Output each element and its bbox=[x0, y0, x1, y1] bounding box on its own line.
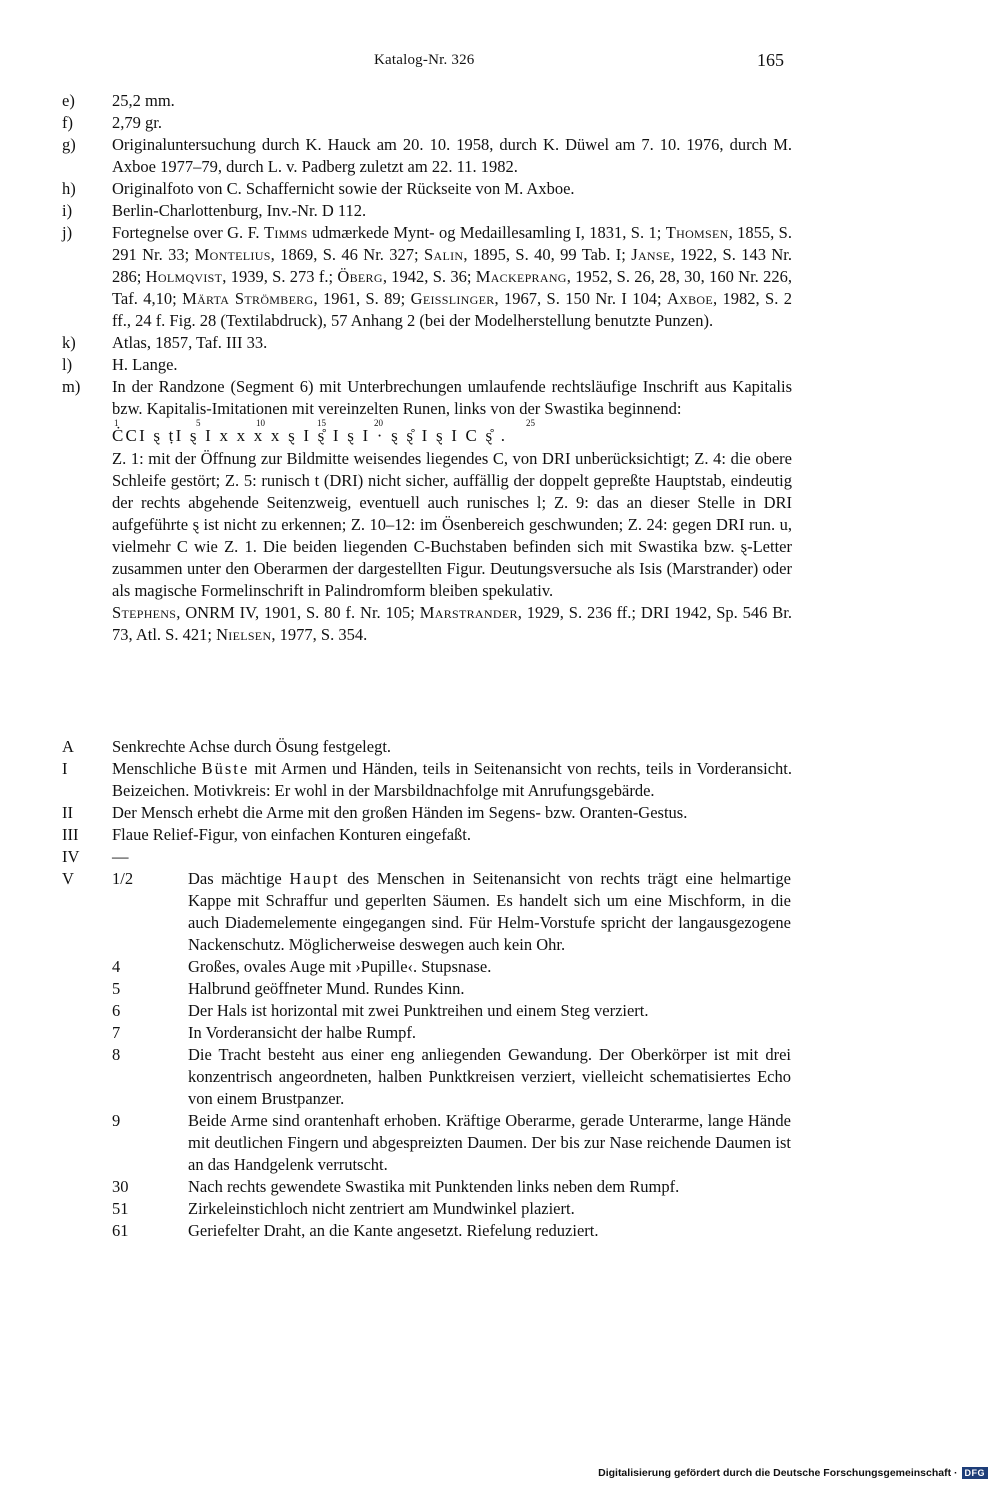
entry-e bbox=[0, 90, 1000, 112]
entry-key: g) bbox=[62, 135, 76, 154]
inscription-number: 1 bbox=[114, 418, 119, 428]
detail-text: Die Tracht besteht aus einer eng anliegenden Gewandung. Der Oberkörper ist mit drei konzentrisch angeordneten, halben Punktkreisen verziert, vielleicht schematisiertes Echo von einem Brustpanzer. bbox=[188, 1045, 791, 1108]
description-section bbox=[0, 736, 1000, 1242]
section-row-iii bbox=[0, 824, 1000, 846]
author-name: Janse bbox=[631, 245, 671, 264]
inscription-number: 25 bbox=[526, 418, 535, 428]
detail-text bbox=[188, 868, 791, 956]
roman-numeral: V bbox=[62, 869, 74, 888]
detail-number: 6 bbox=[112, 1001, 121, 1020]
section-row-iv bbox=[0, 846, 1000, 868]
detail-row bbox=[0, 978, 1000, 1000]
section-text: Der Mensch erhebt die Arme mit den großen Händen im Segens- bzw. Oranten-Gestus. bbox=[112, 803, 688, 822]
inscription-line: ĊCI ȿ ṭI ȿ I x x x x ȿ I ȿ̊ I ȿ I · ȿ ȿ̊ I ȿ I C ȿ̊ . bbox=[112, 426, 508, 445]
entry-text: Originaluntersuchung durch K. Hauck am 20. 10. 1958, durch K. Düwel am 7. 10. 1976, durch M. Axboe 1977–79, durch L. v. Padberg zuletzt am 22. 11. 1982. bbox=[112, 135, 792, 176]
author-name: Märta Strömberg bbox=[182, 289, 314, 308]
detail-row bbox=[0, 1176, 1000, 1198]
inscription-number: 5 bbox=[196, 418, 201, 428]
detail-number: 8 bbox=[112, 1045, 121, 1064]
text-run: Das mächtige bbox=[188, 869, 290, 888]
section-text bbox=[112, 758, 792, 802]
detail-text: Halbrund geöffneter Mund. Rundes Kinn. bbox=[188, 979, 465, 998]
text-run: Menschliche bbox=[112, 759, 202, 778]
footer-text: Digitalisierung gefördert durch die Deutsche Forschungsgemeinschaft · bbox=[598, 1467, 958, 1479]
detail-row bbox=[0, 1000, 1000, 1022]
author-name: Geisslinger bbox=[410, 289, 495, 308]
entry-text: 25,2 mm. bbox=[112, 91, 175, 110]
detail-number: 30 bbox=[112, 1177, 129, 1196]
entry-l bbox=[0, 354, 1000, 376]
detail-text: Nach rechts gewendete Swastika mit Punktenden links neben dem Rumpf. bbox=[188, 1177, 680, 1196]
entry-key: i) bbox=[62, 201, 73, 220]
entry-key: j) bbox=[62, 223, 73, 242]
text-run: , 1961, S. 89; bbox=[313, 289, 411, 308]
detail-row bbox=[0, 1044, 1000, 1110]
entry-f bbox=[0, 112, 1000, 134]
detail-number: 7 bbox=[112, 1023, 121, 1042]
author-name: Axboe bbox=[666, 289, 714, 308]
roman-numeral: I bbox=[62, 759, 68, 778]
page-number: 165 bbox=[757, 50, 784, 70]
inscription-number: 10 bbox=[256, 418, 265, 428]
text-run: , 1929, S. 236 ff.; DRI 1942, Sp. 546 Br. 73, Atl. S. 421; bbox=[112, 603, 793, 644]
detail-text: In Vorderansicht der halbe Rumpf. bbox=[188, 1023, 417, 1042]
inscription-notes bbox=[0, 448, 1000, 646]
entry-h bbox=[0, 178, 1000, 200]
detail-number: 61 bbox=[112, 1221, 129, 1240]
detail-number: 5 bbox=[112, 979, 121, 998]
text-run: mit Armen und Händen, teils in Seitenansicht von rechts, teils in Vorderansicht. Beizeichen. Motivkreis: Er wohl in der Marsbildnachfolge mit Anrufungsgebärde. bbox=[112, 759, 792, 800]
entry-text: H. Lange. bbox=[112, 355, 178, 374]
notes-references bbox=[112, 602, 792, 646]
author-name: Timms bbox=[263, 223, 308, 242]
inscription-number: 20 bbox=[374, 418, 383, 428]
detail-text: Großes, ovales Auge mit ›Pupille‹. Stupsnase. bbox=[188, 957, 492, 976]
text-run: , 1952, S. 26, 28, 30, 160 Nr. 226, Taf. 4,10; bbox=[112, 267, 792, 308]
entry-i bbox=[0, 200, 1000, 222]
text-run: , 1982, S. 2 ff., 24 f. Fig. 28 (Textilabdruck), 57 Anhang 2 (bei der Modelherstellung benutzte Punzen). bbox=[112, 289, 792, 330]
entry-key: e) bbox=[62, 91, 75, 110]
entry-key: h) bbox=[62, 179, 76, 198]
text-run: , ONRM IV, 1901, S. 80 f. Nr. 105; bbox=[176, 603, 420, 622]
dfg-logo: DFG bbox=[962, 1467, 989, 1479]
detail-row bbox=[0, 956, 1000, 978]
entry-j bbox=[0, 222, 1000, 332]
inscription bbox=[112, 418, 1000, 448]
entry-m bbox=[0, 376, 1000, 420]
entry-text: Berlin-Charlottenburg, Inv.-Nr. D 112. bbox=[112, 201, 367, 220]
entry-key: k) bbox=[62, 333, 76, 352]
spaced-term: Haupt bbox=[289, 869, 340, 888]
text-run: , 1869, S. 46 Nr. 327; bbox=[270, 245, 425, 264]
author-name: Nielsen bbox=[216, 625, 272, 644]
catalog-entries bbox=[0, 90, 1000, 646]
page-header bbox=[0, 50, 1000, 74]
author-name: Öberg bbox=[337, 267, 383, 286]
entry-text: In der Randzone (Segment 6) mit Unterbrechungen umlaufende rechtsläufige Inschrift aus Kapitalis bzw. Kapitalis-Imitationen mit vereinzelten Runen, links von der Swastika beginnend: bbox=[112, 377, 792, 418]
detail-row bbox=[0, 1198, 1000, 1220]
section-text: Flaue Relief-Figur, von einfachen Konturen eingefaßt. bbox=[112, 825, 472, 844]
inscription-number: 15 bbox=[317, 418, 326, 428]
entry-text bbox=[112, 222, 792, 332]
detail-row bbox=[0, 1110, 1000, 1176]
footer-credit bbox=[598, 1465, 988, 1481]
author-name: Thomsen bbox=[665, 223, 729, 242]
notes-paragraph: Z. 1: mit der Öffnung zur Bildmitte weisendes liegendes C, von DRI unberücksichtigt; Z. 4: die obere Schleife gestört; Z. 5: runisch t (DRI) nicht sicher, auffällig der doppelt gepreßte Hauptstab, eindeutig der rechts abgehende Seitenzweig, eventuell auch runisches l; Z. 9: das an dieser Stelle in DRI aufgeführte ȿ ist nicht zu erkennen; Z. 10–12: im Ösenbereich geschwunden; Z. 24: gegen DRI run. u, vielmehr C wie Z. 1. Die beiden liegenden C-Buchstaben befinden sich mit Swastika bzw. ȿ-Letter zusammen unter den Oberarmen der dargestellten Figur. Deutungsversuche als Isis (Marstrander) oder als magische Formelinschrift in Palindromform bleiben spekulativ. bbox=[112, 449, 792, 600]
detail-number: 9 bbox=[112, 1111, 121, 1130]
section-row-a bbox=[0, 736, 1000, 758]
text-run: , 1977, S. 354. bbox=[271, 625, 368, 644]
author-name: Stephens bbox=[112, 603, 177, 622]
roman-numeral: IV bbox=[62, 847, 80, 866]
text-run: , 1967, S. 150 Nr. I 104; bbox=[494, 289, 667, 308]
text-run: , 1942, S. 36; bbox=[382, 267, 476, 286]
entry-key: f) bbox=[62, 113, 73, 132]
detail-number: 4 bbox=[112, 957, 121, 976]
detail-number: 1/2 bbox=[112, 869, 134, 888]
entry-text: Originalfoto von C. Schaffernicht sowie der Rückseite von M. Axboe. bbox=[112, 179, 575, 198]
text-run: Fortegnelse over G. F. bbox=[112, 223, 264, 242]
text-run: , 1939, S. 273 f.; bbox=[222, 267, 338, 286]
author-name: Marstrander bbox=[419, 603, 518, 622]
text-run: , 1895, S. 40, 99 Tab. I; bbox=[463, 245, 632, 264]
detail-text: Zirkeleinstichloch nicht zentriert am Mundwinkel plaziert. bbox=[188, 1199, 575, 1218]
detail-text: Der Hals ist horizontal mit zwei Punktreihen und einem Steg verziert. bbox=[188, 1001, 649, 1020]
entry-text: Atlas, 1857, Taf. III 33. bbox=[112, 333, 268, 352]
author-name: Mackeprang bbox=[475, 267, 567, 286]
author-name: Holmqvist bbox=[145, 267, 223, 286]
spaced-term: Büste bbox=[201, 759, 250, 778]
detail-row bbox=[0, 868, 1000, 956]
detail-text: Geriefelter Draht, an die Kante angesetzt. Riefelung reduziert. bbox=[188, 1221, 599, 1240]
author-name: Salin bbox=[424, 245, 464, 264]
section-text: — bbox=[112, 847, 129, 866]
roman-numeral: A bbox=[62, 737, 74, 756]
detail-row bbox=[0, 1220, 1000, 1242]
section-row-i bbox=[0, 758, 1000, 802]
entry-key: l) bbox=[62, 355, 73, 374]
detail-row bbox=[0, 1022, 1000, 1044]
entry-g bbox=[0, 134, 1000, 178]
author-name: Montelius bbox=[194, 245, 271, 264]
section-text: Senkrechte Achse durch Ösung festgelegt. bbox=[112, 737, 392, 756]
roman-numeral: III bbox=[62, 825, 79, 844]
entry-k bbox=[0, 332, 1000, 354]
detail-text: Beide Arme sind orantenhaft erhoben. Kräftige Oberarme, gerade Unterarme, lange Hände mit deutlichen Fingern und abgespreizten Daumen. Der bis zur Nase reichende Daumen ist an das Handgelenk verrutscht. bbox=[188, 1111, 791, 1174]
roman-numeral: II bbox=[62, 803, 73, 822]
entry-key: m) bbox=[62, 377, 81, 396]
text-run: , 1855, S. 291 Nr. 33; bbox=[112, 223, 792, 264]
detail-number: 51 bbox=[112, 1199, 129, 1218]
entry-text: 2,79 gr. bbox=[112, 113, 162, 132]
section-row-ii bbox=[0, 802, 1000, 824]
text-run: des Menschen in Seitenansicht von rechts trägt eine helmartige Kappe mit Schraffur und geperlten Säumen. Es handelt sich um eine Mischform, in die auch Diademelemente eingegangen sind. Für Helm-Vorstufe spricht der langausgezogene Nackenschutz. Möglicherweise deswegen auch kein Ohr. bbox=[188, 869, 791, 954]
text-run: , 1922, S. 143 Nr. 286; bbox=[112, 245, 792, 286]
catalog-number: Katalog-Nr. 326 bbox=[374, 52, 475, 68]
text-run: udmærkede Mynt- og Medaillesamling I, 1831, S. 1; bbox=[307, 223, 666, 242]
